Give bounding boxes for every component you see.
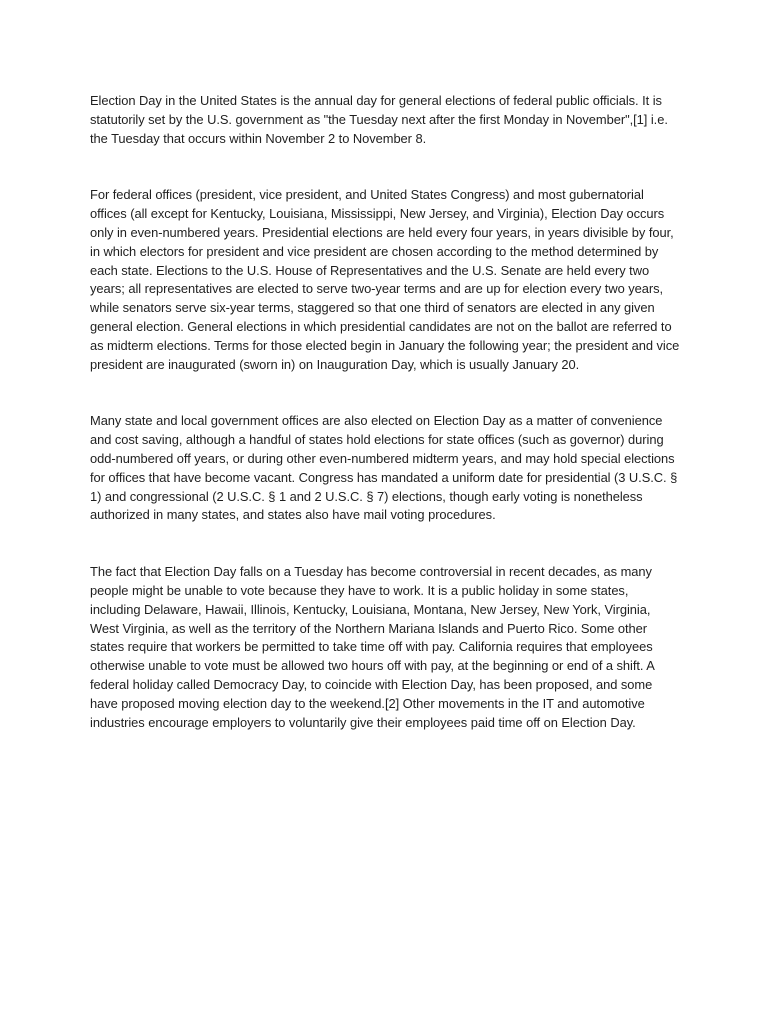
paragraph-state-local-offices: Many state and local government offices are also elected on Election Day as a matter of convenience and cost saving, although a handful of states hold elections for state offices (such as governor) during odd-numbered off years, or during other even-numbered midterm years, and may hold special elections for offices that have become vacant. Congress has mandated a uniform date for presidential (3 U.S.C. § 1) and congressional (2 U.S.C. § 1 and 2 U.S.C. § 7) elections, though early voting is nonetheless authorized in many states, and states also have mail voting procedures. <box>90 413 678 523</box>
paragraph-federal-offices: For federal offices (president, vice president, and United States Congress) and most gubernatorial offices (all except for Kentucky, Louisiana, Mississippi, New Jersey, and Virginia), Election Day occurs only in even-numbered years. Presidential elections are held every four years, in years divisible by four, in which electors for president and vice president are chosen according to the method determined by each state. Elections to the U.S. House of Representatives and the U.S. Senate are held every two years; all representatives are elected to serve two-year terms and are up for election every two years, while senators serve six-year terms, staggered so that one third of senators are elected in any given general election. General elections in which presidential candidates are not on the ballot are referred to as midterm elections. Terms for those elected begin in January the following year; the president and vice president are inaugurated (sworn in) on Inauguration Day, which is usually January 20. <box>90 187 680 372</box>
paragraph-tuesday-controversy: The fact that Election Day falls on a Tuesday has become controversial in recent decades, as many people might be unable to vote because they have to work. It is a public holiday in some states, including Delaware, Hawaii, Illinois, Kentucky, Louisiana, Montana, New Jersey, New York, Virginia, West Virginia, as well as the territory of the Northern Mariana Islands and Puerto Rico. Some other states require that workers be permitted to take time off with pay. California requires that employees otherwise unable to vote must be allowed two hours off with pay, at the beginning or end of a shift. A federal holiday called Democracy Day, to coincide with Election Day, has been proposed, and some have proposed moving election day to the weekend.[2] Other movements in the IT and automotive industries encourage employers to voluntarily give their employees paid time off on Election Day. <box>90 564 655 730</box>
document-body <box>90 92 682 770</box>
paragraph-election-day-intro: Election Day in the United States is the annual day for general elections of federal public officials. It is statutorily set by the U.S. government as "the Tuesday next after the first Monday in November",[1] i.e. the Tuesday that occurs within November 2 to November 8. <box>90 93 668 146</box>
